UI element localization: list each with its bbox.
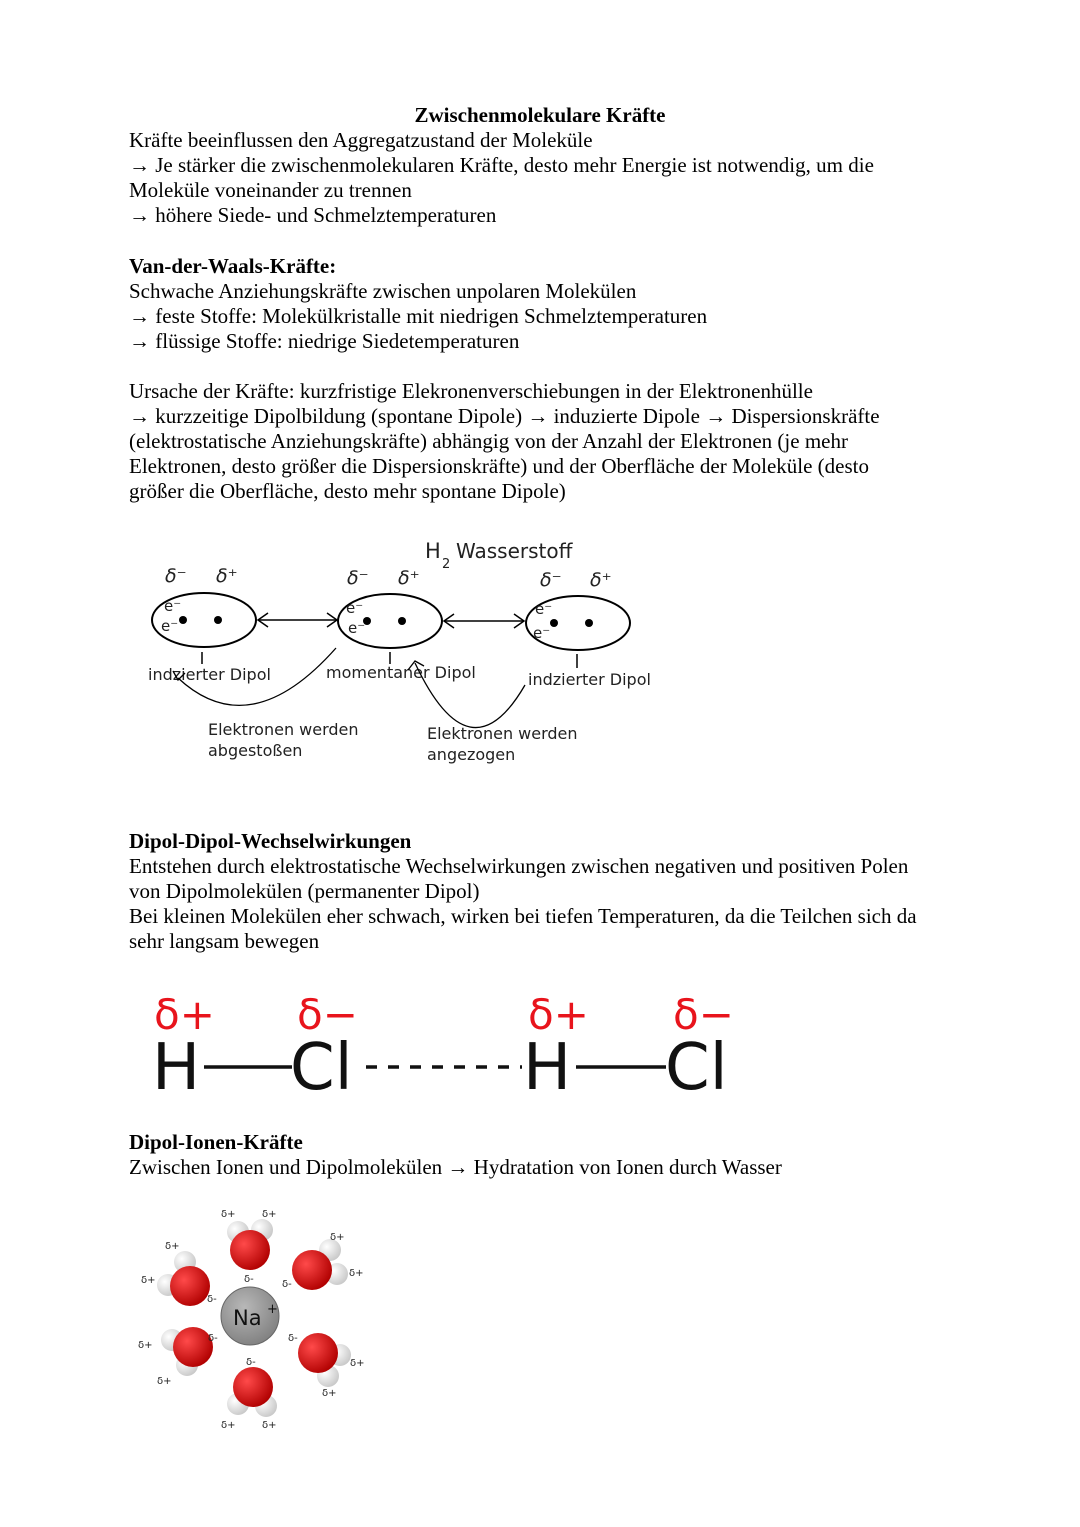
attract-label-line2: angezogen [427, 745, 516, 764]
nucleus-middle-2 [398, 617, 406, 625]
charge-delta-minus-2: δ− [673, 990, 734, 1039]
delta-plus-middle: δ⁺ [398, 567, 420, 589]
cause-line-2: → kurzzeitige Dipolbildung (spontane Dipole) → induzierte Dipole → Dispersionskräfte [129, 404, 880, 428]
atom-h-2: H [523, 1031, 572, 1105]
label-induced-dipole-right: indzierter Dipol [528, 670, 651, 689]
water-molecule-top [227, 1219, 273, 1270]
ion-heading: Dipol-Ionen-Kräfte [129, 1130, 303, 1154]
dipole-line-4: sehr langsam bewegen [129, 929, 320, 953]
charge-delta-minus-1: δ− [297, 990, 358, 1039]
water-molecule-bottom-left [161, 1327, 213, 1376]
charge-label: δ- [207, 1294, 217, 1305]
repel-label-line1: Elektronen werden [208, 720, 359, 739]
electron-left-2: e⁻ [161, 617, 179, 635]
sodium-ion-charge: + [267, 1302, 278, 1317]
arrow-left-middle [258, 613, 337, 627]
vdw-line-3: → flüssige Stoffe: niedrige Siedetemperaturen [129, 329, 520, 353]
charge-label: δ- [244, 1274, 254, 1285]
h2-formula-subscript: 2 [442, 557, 451, 572]
dipole-line-2: von Dipolmolekülen (permanenter Dipol) [129, 879, 480, 903]
intro-section [129, 128, 959, 228]
charge-label: δ+ [322, 1388, 337, 1399]
charge-label: δ+ [141, 1275, 156, 1286]
delta-minus-middle: δ⁻ [347, 567, 369, 589]
charge-label: δ+ [165, 1241, 180, 1252]
label-momentary-dipole: momentaner Dipol [326, 663, 476, 682]
h2-molecule-name: Wasserstoff [456, 539, 573, 563]
repel-label-line2: abgestoßen [208, 741, 303, 760]
charge-label: δ+ [350, 1358, 365, 1369]
intro-line-4: → höhere Siede- und Schmelztemperaturen [129, 203, 497, 227]
atom-cl-2: Cl [665, 1031, 728, 1105]
intro-line-3: Moleküle voneinander zu trennen [129, 178, 412, 202]
charge-label: δ- [208, 1333, 218, 1344]
dipole-heading: Dipol-Dipol-Wechselwirkungen [129, 829, 412, 853]
vdw-heading: Van-der-Waals-Kräfte: [129, 254, 337, 278]
hcl-dipole-diagram [140, 985, 760, 1105]
charge-label: δ+ [330, 1232, 345, 1243]
dipole-line-3: Bei kleinen Molekülen eher schwach, wirken bei tiefen Temperaturen, da die Teilchen sich da [129, 904, 917, 928]
water-molecule-bottom [227, 1367, 277, 1417]
page-title: Zwischenmolekulare Kräfte [414, 103, 666, 127]
arrow-middle-right [444, 614, 524, 628]
sodium-hydration-diagram [130, 1200, 380, 1440]
water-molecule-bottom-right [298, 1333, 351, 1387]
ion-section [129, 1130, 959, 1180]
cause-line-3: (elektrostatische Anziehungskräfte) abhängig von der Anzahl der Elektronen (je mehr [129, 429, 848, 453]
electron-left-1: e⁻ [164, 597, 182, 615]
nucleus-right-2 [585, 619, 593, 627]
ion-line-1: Zwischen Ionen und Dipolmolekülen → Hydratation von Ionen durch Wasser [129, 1155, 782, 1179]
cause-line-5: größer die Oberfläche, desto mehr spontane Dipole) [129, 479, 566, 503]
charge-label: δ+ [262, 1420, 277, 1431]
charge-label: δ+ [262, 1209, 277, 1220]
water-molecule-top-left [157, 1251, 210, 1306]
attract-label-line1: Elektronen werden [427, 724, 578, 743]
charge-delta-plus-1: δ+ [154, 990, 215, 1039]
h2-formula-h: H [425, 539, 441, 563]
vdw-line-2: → feste Stoffe: Molekülkristalle mit niedrigen Schmelztemperaturen [129, 304, 708, 328]
charge-label: δ+ [138, 1340, 153, 1351]
nucleus-left-1 [179, 616, 187, 624]
charge-label: δ+ [157, 1376, 172, 1387]
atom-cl-1: Cl [290, 1031, 353, 1105]
charge-label: δ+ [349, 1268, 364, 1279]
h2-dispersion-diagram [140, 530, 660, 780]
nucleus-left-2 [214, 616, 222, 624]
atom-h-1: H [152, 1031, 201, 1105]
nucleus-right-1 [550, 619, 558, 627]
charge-delta-plus-2: δ+ [528, 990, 589, 1039]
cause-section [129, 379, 959, 504]
electron-right-1: e⁻ [535, 600, 553, 618]
intro-line-1: Kräfte beeinflussen den Aggregatzustand der Moleküle [129, 128, 593, 152]
delta-plus-right: δ⁺ [590, 569, 612, 591]
electron-right-2: e⁻ [533, 624, 551, 642]
dipole-line-1: Entstehen durch elektrostatische Wechselwirkungen zwischen negativen und positiven Polen [129, 854, 909, 878]
electron-middle-1: e⁻ [346, 599, 364, 617]
cause-line-4: Elektronen, desto größer die Dispersionskräfte) und der Oberfläche der Moleküle (desto [129, 454, 869, 478]
charge-label: δ- [282, 1279, 292, 1290]
charge-label: δ+ [221, 1420, 236, 1431]
delta-minus-left: δ⁻ [165, 565, 187, 587]
sodium-ion-label: Na [233, 1306, 262, 1330]
cause-line-1: Ursache der Kräfte: kurzfristige Elekronenverschiebungen in der Elektronenhülle [129, 379, 813, 403]
delta-minus-right: δ⁻ [540, 569, 562, 591]
charge-label: δ- [246, 1357, 256, 1368]
delta-plus-left: δ⁺ [216, 565, 238, 587]
intro-line-2: → Je stärker die zwischenmolekularen Kräfte, desto mehr Energie ist notwendig, um die [129, 153, 874, 177]
label-induced-dipole-left: indzierter Dipol [148, 665, 271, 684]
dipole-section [129, 829, 959, 954]
charge-label: δ+ [221, 1209, 236, 1220]
vdw-line-1: Schwache Anziehungskräfte zwischen unpolaren Molekülen [129, 279, 637, 303]
electron-middle-2: e⁻ [348, 619, 366, 637]
water-molecule-top-right [292, 1239, 348, 1290]
vdw-section [129, 254, 959, 354]
charge-label: δ- [288, 1333, 298, 1344]
